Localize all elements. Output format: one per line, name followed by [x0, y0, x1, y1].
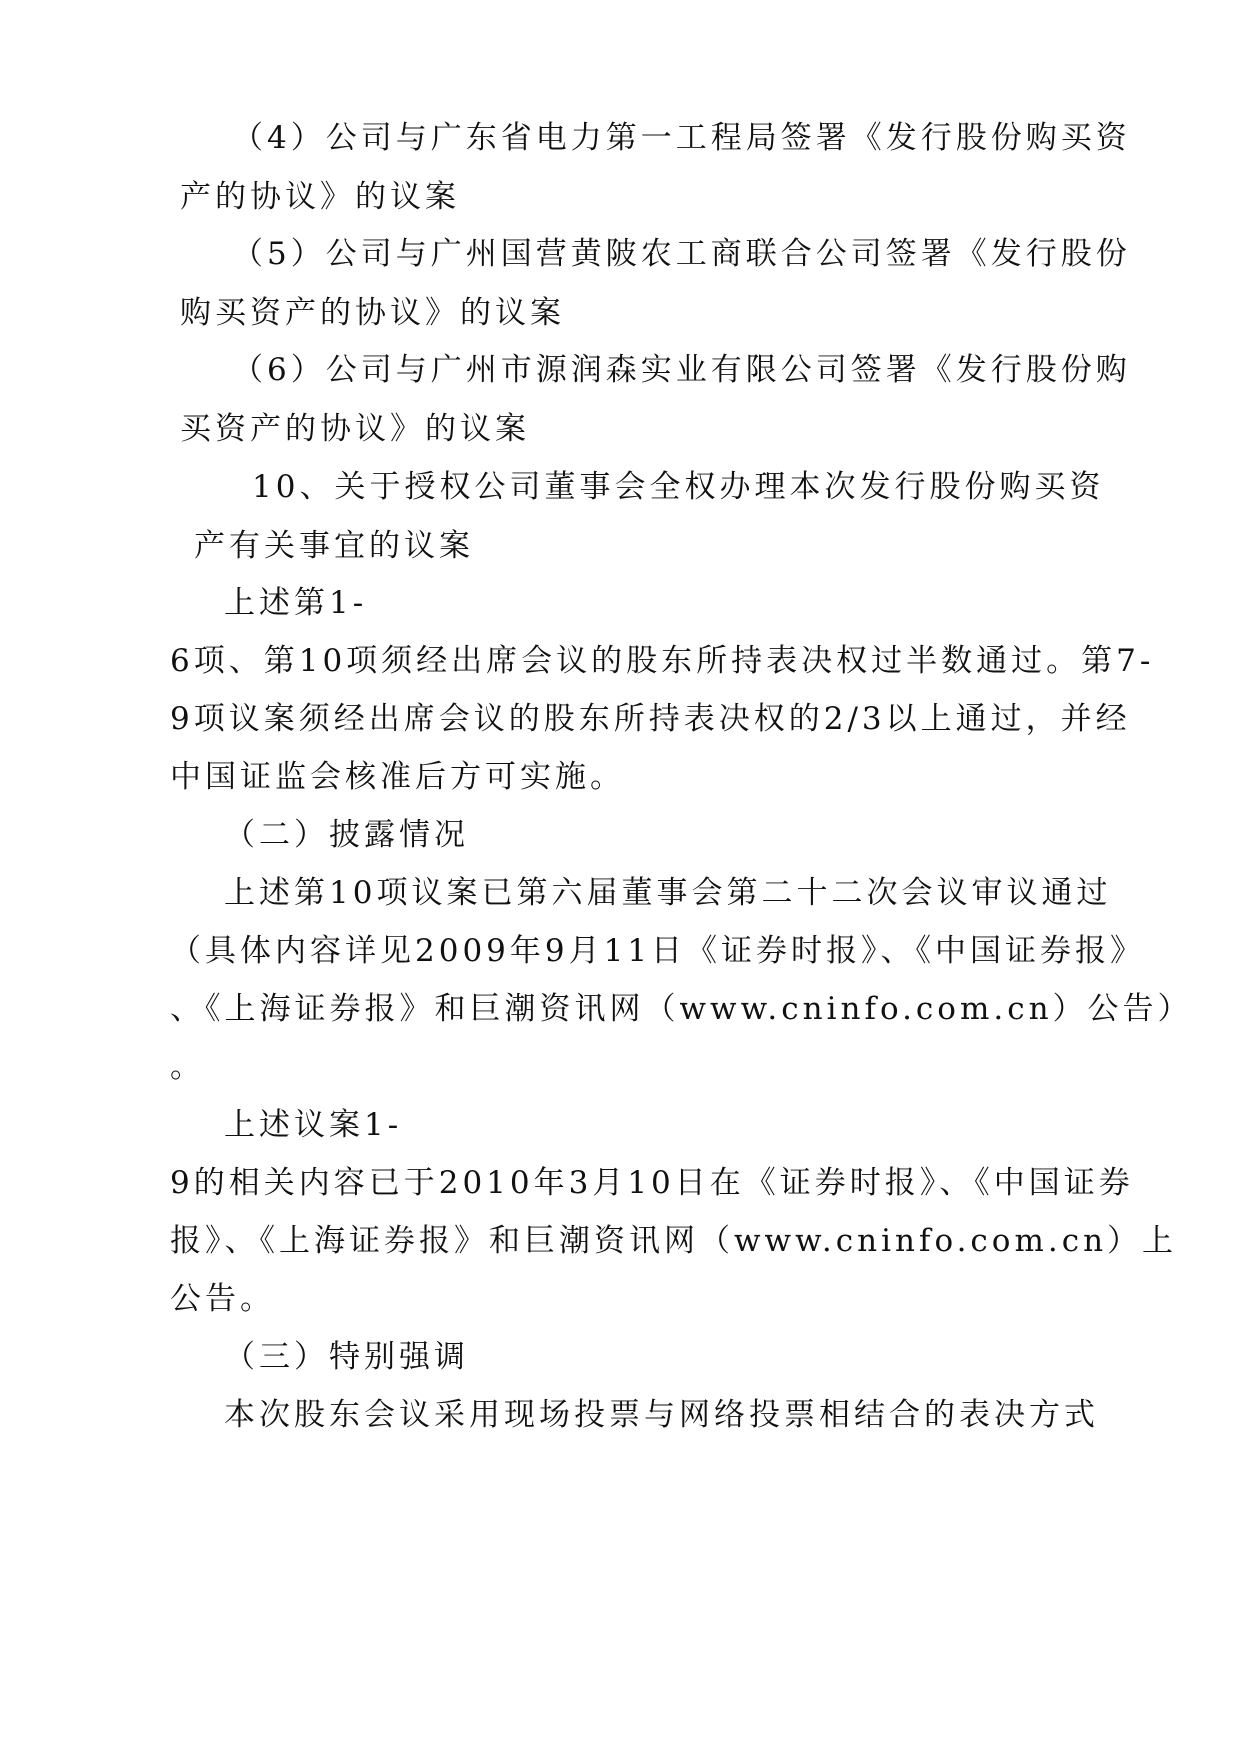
section-3-heading: （三）特别强调: [224, 1339, 469, 1375]
disclosure-2-line-2: 9的相关内容已于2010年3月10日在《证券时报》、《中国证券: [170, 1165, 1134, 1201]
disclosure-1-line-2: （具体内容详见2009年9月11日《证券时报》、《中国证券报》: [170, 933, 1146, 969]
disclosure-1-line-3: 、《上海证券报》和巨潮资讯网（www.cninfo.com.cn）公告）: [170, 991, 1193, 1027]
disclosure-2-line-4: 公告。: [170, 1281, 275, 1317]
item-6-line-1: （6）公司与广州市源润森实业有限公司签署《发行股份购: [232, 352, 1131, 388]
special-paragraph-line-1: 本次股东会议采用现场投票与网络投票相结合的表决方式: [224, 1397, 1099, 1433]
voting-paragraph-line-4: 中国证监会核准后方可实施。: [170, 759, 625, 795]
disclosure-2-line-1: 上述议案1-: [224, 1107, 403, 1143]
disclosure-2-line-3: 报》、《上海证券报》和巨潮资讯网（www.cninfo.com.cn）上: [170, 1223, 1178, 1259]
voting-paragraph-line-2: 6项、第10项须经出席会议的股东所持表决权过半数通过。第7-: [170, 643, 1155, 679]
item-6-line-2: 买资产的协议》的议案: [180, 411, 530, 447]
item-5-line-2: 购买资产的协议》的议案: [180, 295, 565, 331]
item-4-line-2: 产的协议》的议案: [180, 179, 460, 215]
item-4-line-1: （4）公司与广东省电力第一工程局签署《发行股份购买资: [232, 120, 1131, 156]
disclosure-1-line-4: 。: [170, 1049, 205, 1085]
item-10-line-2: 产有关事宜的议案: [194, 528, 474, 564]
voting-paragraph-line-3: 9项议案须经出席会议的股东所持表决权的2/3以上通过，并经: [170, 701, 1131, 737]
item-5-line-1: （5）公司与广州国营黄陂农工商联合公司签署《发行股份: [232, 236, 1131, 272]
item-10-line-1: 10、关于授权公司董事会全权办理本次发行股份购买资: [252, 469, 1105, 505]
voting-paragraph-line-1: 上述第1-: [224, 585, 368, 621]
section-2-heading: （二）披露情况: [224, 817, 469, 853]
disclosure-1-line-1: 上述第10项议案已第六届董事会第二十二次会议审议通过: [224, 875, 1112, 911]
